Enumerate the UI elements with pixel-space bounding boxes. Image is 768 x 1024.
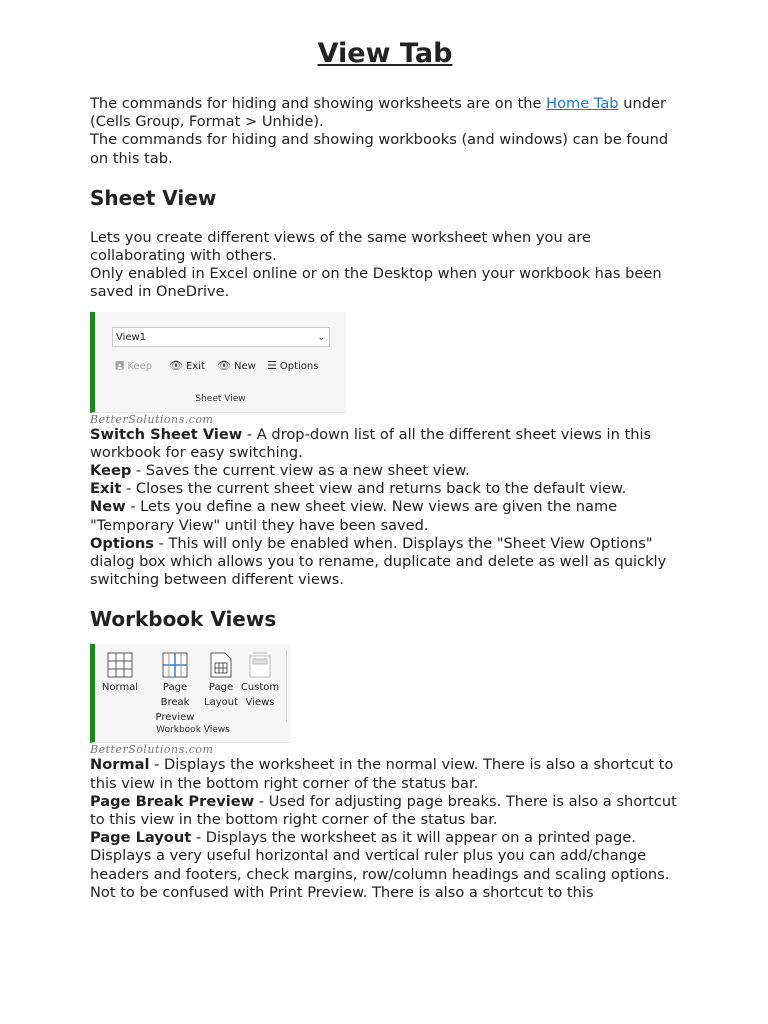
sheet-view-group-label: Sheet View — [195, 394, 246, 405]
custom-views-label-line-1: Custom — [240, 682, 280, 694]
definition-text: - Used for adjusting page breaks. There is also a shortcut to this view in the bottom right corner of the status bar. — [90, 792, 677, 829]
watermark: BetterSolutions.com — [90, 412, 214, 426]
definition-term: Switch Sheet View — [90, 425, 243, 443]
page-break-preview-button[interactable] — [147, 652, 203, 725]
definition-text: - Displays the worksheet in the normal view. There is also a shortcut to this view in the bottom right corner of the status bar. — [90, 756, 674, 792]
sheet-view-para-1: Lets you create different views of the same worksheet when you are collaborating with others. — [90, 228, 591, 265]
save-icon: 🖪 — [115, 358, 125, 372]
definition-item — [90, 426, 680, 462]
definition-term: Normal — [90, 756, 150, 774]
intro-paragraph-2: The commands for hiding and showing workbooks (and windows) can be found on this tab. — [90, 131, 669, 167]
definition-text: - Saves the current view as a new sheet view. — [131, 462, 470, 480]
keep-label: Keep — [127, 360, 153, 372]
definition-text: - Lets you define a new sheet view. New views are given the name "Temporary View" until they have been saved. — [90, 498, 618, 534]
definition-term: Options — [90, 534, 154, 552]
switch-sheet-view-dropdown[interactable] — [112, 327, 330, 347]
definition-item — [90, 535, 680, 590]
sheet-view-heading: Sheet View — [90, 185, 217, 210]
page-layout-button[interactable] — [203, 652, 239, 710]
intro-text: The commands for hiding and showing worksheets are on the — [90, 95, 547, 112]
definition-text: - Closes the current sheet view and returns back to the default view. — [121, 480, 627, 498]
page-break-icon — [162, 652, 188, 678]
definition-text: - This will only be enabled when. Displays the "Sheet View Options" dialog box which allows you to rename, duplicate and delete as well as quickly switching between different views. — [90, 534, 667, 589]
workbook-views-definitions — [90, 756, 680, 902]
definition-item — [90, 462, 680, 480]
sheet-view-ribbon-image — [90, 312, 346, 413]
keep-button[interactable] — [115, 357, 152, 376]
page-layout-label-line-1: Page — [208, 682, 234, 694]
workbook-views-heading: Workbook Views — [90, 607, 277, 632]
custom-views-icon — [247, 652, 273, 678]
chevron-down-icon: ⌄ — [317, 332, 325, 343]
dropdown-value: View1 — [116, 331, 147, 343]
page-layout-label-line-2: Layout — [204, 697, 238, 709]
definition-item — [90, 480, 680, 498]
exit-button[interactable] — [169, 357, 205, 376]
eye-new-icon: 👁 — [217, 358, 231, 372]
list-icon: ☰ — [267, 358, 277, 372]
separator — [286, 650, 287, 722]
sheet-view-definitions — [90, 426, 680, 590]
watermark: BetterSolutions.com — [90, 743, 214, 757]
article — [90, 30, 680, 902]
normal-label: Normal — [101, 682, 139, 694]
sheet-view-para-2: Only enabled in Excel online or on the Desktop when your workbook has been saved in OneDrive. — [90, 265, 662, 301]
grid-icon — [107, 652, 133, 678]
options-button[interactable] — [267, 357, 318, 376]
home-tab-link[interactable]: Home Tab — [546, 95, 619, 112]
intro-paragraph — [90, 95, 680, 131]
definition-term: Page Break Preview — [90, 792, 255, 810]
custom-views-label-line-2: Views — [245, 697, 275, 709]
definition-term: New — [90, 498, 126, 516]
definition-term: Exit — [90, 480, 122, 498]
custom-views-button[interactable] — [239, 652, 281, 710]
definition-text: - Displays the worksheet as it will appear on a printed page. Displays a very useful horizontal and vertical ruler plus you can add/change headers and footers, check margins, row/column headings and scaling options. Not to be confused with Print Preview. There is also a shortcut to this — [90, 829, 670, 901]
normal-button[interactable] — [101, 652, 139, 695]
page-break-label-line-2: Preview — [155, 712, 195, 724]
definition-item — [90, 793, 680, 829]
eye-exit-icon: 👁 — [169, 358, 183, 372]
definition-item — [90, 498, 680, 534]
workbook-views-ribbon-image — [90, 644, 291, 743]
page-break-label-line-1: Page Break — [160, 682, 190, 709]
options-label: Options — [279, 360, 319, 372]
definition-term: Keep — [90, 462, 132, 480]
new-label: New — [233, 360, 256, 372]
intro-text-continued: under (Cells Group, Format > Unhide). — [90, 95, 666, 131]
definition-item — [90, 756, 680, 792]
new-button[interactable] — [217, 357, 256, 376]
definition-term: Page Layout — [90, 829, 192, 847]
definition-text: - A drop-down list of all the different sheet views in this workbook for easy switching. — [90, 425, 652, 461]
page-layout-icon — [210, 652, 232, 678]
definition-item — [90, 829, 680, 902]
page-title: View Tab — [317, 38, 453, 69]
exit-label: Exit — [185, 360, 205, 372]
workbook-views-group-label: Workbook Views — [156, 725, 230, 736]
